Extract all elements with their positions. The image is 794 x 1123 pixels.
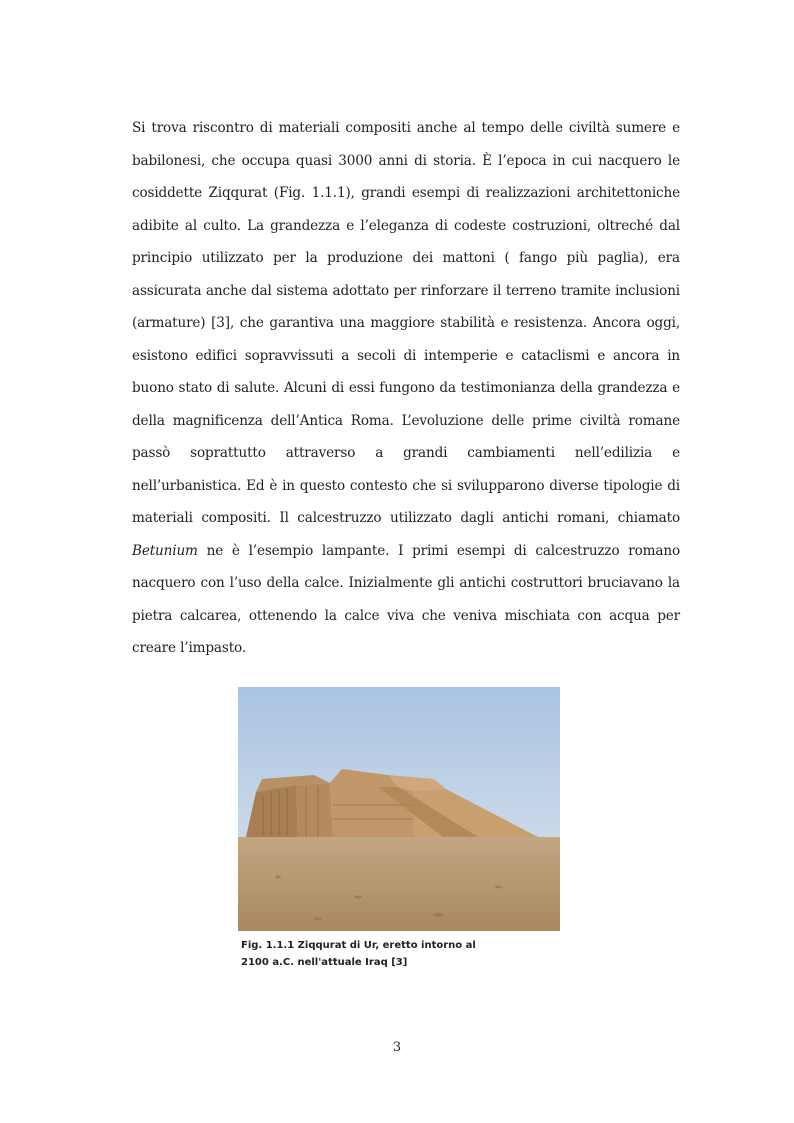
page-number: 3 xyxy=(392,1040,402,1055)
body-paragraph xyxy=(132,112,680,665)
ziggurat-illustration xyxy=(238,687,560,931)
paragraph-text-part-1: Si trova riscontro di materiali compositi anche al tempo delle civiltà sumere e babilonesi, che occupa quasi 3000 anni di storia. È l’epoca in cui nacquero le cosiddette Ziqqurat (Fig. 1.1.1), grandi esempi di realizzazioni architettoniche adibite al culto. La grandezza e l’eleganza di codeste costruzioni, oltreché dal principio utilizzato per la produzione dei mattoni ( fango più paglia), era assicurata anche dal sistema adottato per rinforzare il terreno tramite inclusioni (armature) [3], che garantiva una maggiore stabilità e resistenza. Ancora oggi, esistono edifici sopravvissuti a secoli di intemperie e cataclismi e ancora in buono stato di salute. Alcuni di essi fungono da testimonianza della grandezza e della magnificenza dell’Antica Roma. L’evoluzione delle prime civiltà romane passò soprattutto attraverso a grandi cambiamenti nell’edilizia e nell’urbanistica. Ed è in questo contesto che si svilupparono diverse tipologie di materiali compositi. Il calcestruzzo utilizzato dagli antichi romani, chiamato xyxy=(132,120,680,526)
ziggurat-photo xyxy=(238,687,560,931)
paragraph-italic-term: Betunium xyxy=(132,542,198,559)
figure-caption xyxy=(241,937,501,971)
caption-line-1: Fig. 1.1.1 Ziqqurat di Ur, eretto intorno al xyxy=(241,940,476,951)
caption-line-2: 2100 a.C. nell'attuale Iraq [3] xyxy=(241,957,408,968)
paragraph-text-part-2: ne è l’esempio lampante. I primi esempi di calcestruzzo romano nacquero con l’uso della calce. Inizialmente gli antichi costruttori bruciavano la pietra calcarea, ottenendo la calce viva che veniva mischiata con acqua per creare l’impasto. xyxy=(132,542,680,656)
desert-ground xyxy=(238,837,560,931)
